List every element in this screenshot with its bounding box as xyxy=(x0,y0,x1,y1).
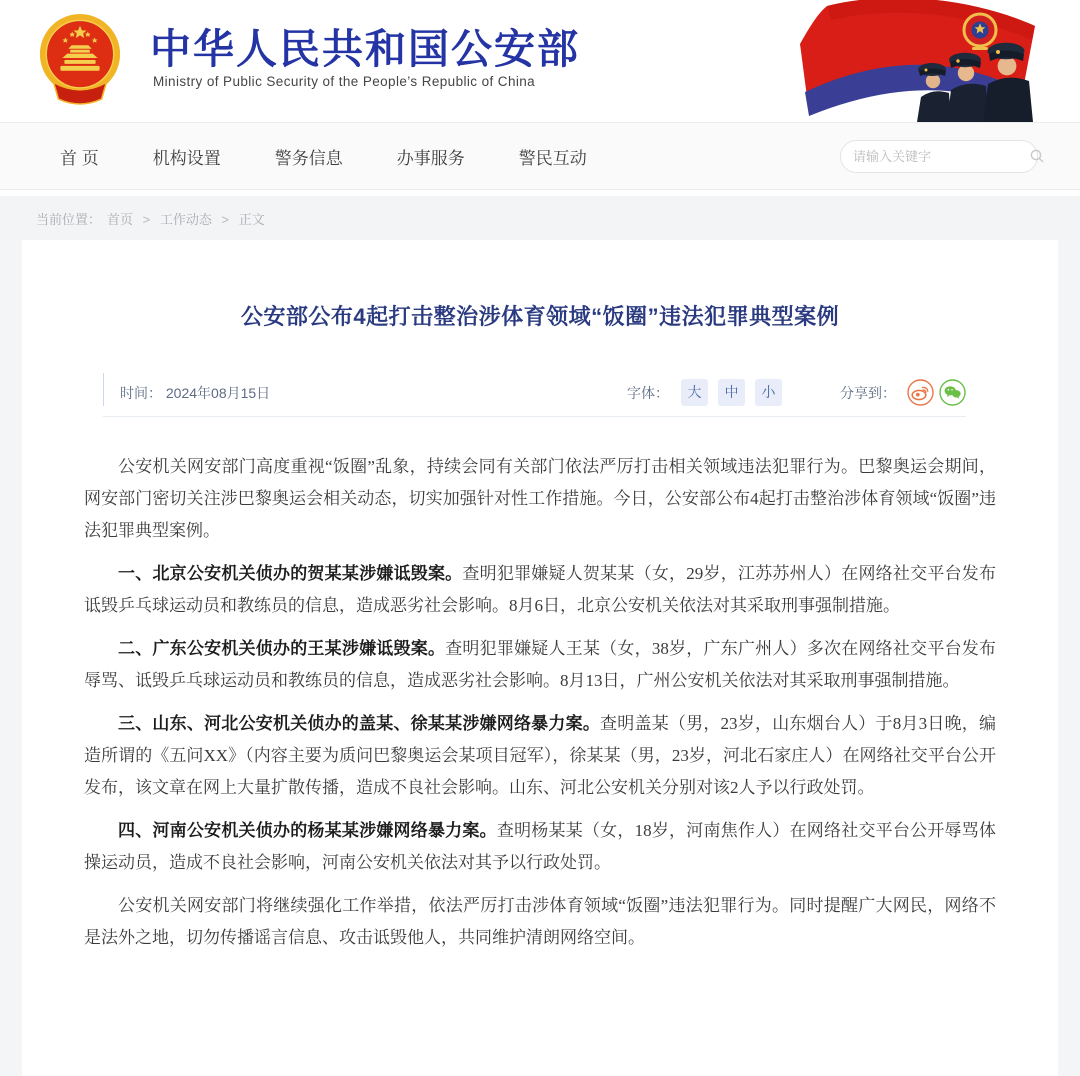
article-paragraph-3: 三、山东、河北公安机关侦办的盖某、徐某某涉嫌网络暴力案。查明盖某（男，23岁，山东烟台人）于8月3日晚，编造所谓的《五问XX》（内容主要为质问巴黎奥运会某项目冠军），徐某某（男，23岁，河北石家庄人）在网络社交平台公开发布，该文章在网上大量扩散传播，造成不良社会影响。山东、河北公安机关分别对该2人予以行政处罚。 xyxy=(84,714,997,797)
share-weibo-icon[interactable] xyxy=(907,379,934,406)
article-paragraph-5: 公安机关网安部门将继续强化工作举措，依法严厉打击涉体育领域“饭圈”违法犯罪行为。同时提醒广大网民，网络不是法外之地，切勿传播谣言信息、攻击诋毁他人，共同维护清朗网络空间。 xyxy=(84,896,996,947)
search-box[interactable] xyxy=(840,140,1038,173)
paragraph-lead-2: 二、广东公安机关侦办的王某涉嫌诋毁案。 xyxy=(118,639,446,658)
nav-item-0[interactable]: 首 页 xyxy=(60,148,99,168)
paragraph-lead-1: 一、北京公安机关侦办的贺某某涉嫌诋毁案。 xyxy=(118,564,463,583)
article-time xyxy=(120,383,270,403)
breadcrumb-label: 当前位置： xyxy=(36,211,102,227)
nav-item-1[interactable]: 机构设置 xyxy=(152,148,221,168)
site-header xyxy=(0,0,1080,122)
main-nav xyxy=(0,122,1080,190)
article-body xyxy=(84,451,996,954)
nav-item-4[interactable]: 警民互动 xyxy=(518,148,587,168)
font-size-button-2[interactable]: 小 xyxy=(755,379,782,406)
breadcrumb xyxy=(0,196,1080,240)
nav-item-3[interactable]: 办事服务 xyxy=(396,148,465,168)
breadcrumb-item-1[interactable]: 工作动态 xyxy=(159,211,212,227)
paragraph-lead-3: 三、山东、河北公安机关侦办的盖某、徐某某涉嫌网络暴力案。 xyxy=(118,714,601,733)
page-title: 公安部公布4起打击整治涉体育领域“饭圈”违法犯罪典型案例 xyxy=(240,304,840,329)
article-paragraph-0: 公安机关网安部门高度重视“饭圈”乱象，持续会同有关部门依法严厉打击相关领域违法犯罪行为。巴黎奥运会期间，网安部门密切关注涉巴黎奥运会相关动态，切实加强针对性工作措施。今日，公安部公布4起打击整治涉体育领域“饭圈”违法犯罪典型案例。 xyxy=(84,457,996,540)
article-paragraph-4: 四、河南公安机关侦办的杨某某涉嫌网络暴力案。查明杨某某（女，18岁，河南焦作人）在网络社交平台公开辱骂体操运动员，造成不良社会影响，河南公安机关依法对其予以行政处罚。 xyxy=(84,821,997,872)
nav-item-2[interactable]: 警务信息 xyxy=(274,148,343,168)
search-input[interactable] xyxy=(853,149,1029,164)
article-meta xyxy=(103,369,966,417)
article-paragraph-1: 一、北京公安机关侦办的贺某某涉嫌诋毁案。查明犯罪嫌疑人贺某某（女，29岁，江苏苏州人）在网络社交平台发布诋毁乒乓球运动员和教练员的信息，造成恶劣社会影响。8月6日，北京公安机关依法对其采取刑事强制措施。 xyxy=(84,564,997,615)
time-value: 2024年08月15日 xyxy=(165,384,271,401)
time-label: 时间： xyxy=(120,384,162,401)
breadcrumb-separator: > xyxy=(139,211,154,227)
article-paragraph-2: 二、广东公安机关侦办的王某涉嫌诋毁案。查明犯罪嫌疑人王某（女，38岁，广东广州人）多次在网络社交平台发布辱骂、诋毁乒乓球运动员和教练员的信息，造成恶劣社会影响。8月13日，广州公安机关依法对其采取刑事强制措施。 xyxy=(84,639,997,690)
paragraph-lead-4: 四、河南公安机关侦办的杨某某涉嫌网络暴力案。 xyxy=(118,821,497,840)
font-size-button-0[interactable]: 大 xyxy=(681,379,708,406)
article-tools xyxy=(627,379,966,406)
search-icon[interactable] xyxy=(1029,148,1045,164)
font-size-label: 字体： xyxy=(627,384,669,401)
breadcrumb-item-2: 正文 xyxy=(238,211,265,227)
share-label: 分享到： xyxy=(840,384,896,401)
breadcrumb-item-0[interactable]: 首页 xyxy=(107,211,134,227)
main-content xyxy=(0,240,1080,1076)
site-subtitle: Ministry of Public Security of the People’s Republic of China xyxy=(153,74,536,89)
share-wechat-icon[interactable] xyxy=(939,379,966,406)
site-title: 中华人民共和国公安部 xyxy=(150,26,580,72)
font-size-button-1[interactable]: 中 xyxy=(718,379,745,406)
breadcrumb-separator: > xyxy=(217,211,233,227)
national-emblem-logo xyxy=(36,10,124,108)
article-card xyxy=(22,240,1058,1076)
nav-items xyxy=(0,144,587,169)
police-flag-banner-image xyxy=(795,0,1080,122)
